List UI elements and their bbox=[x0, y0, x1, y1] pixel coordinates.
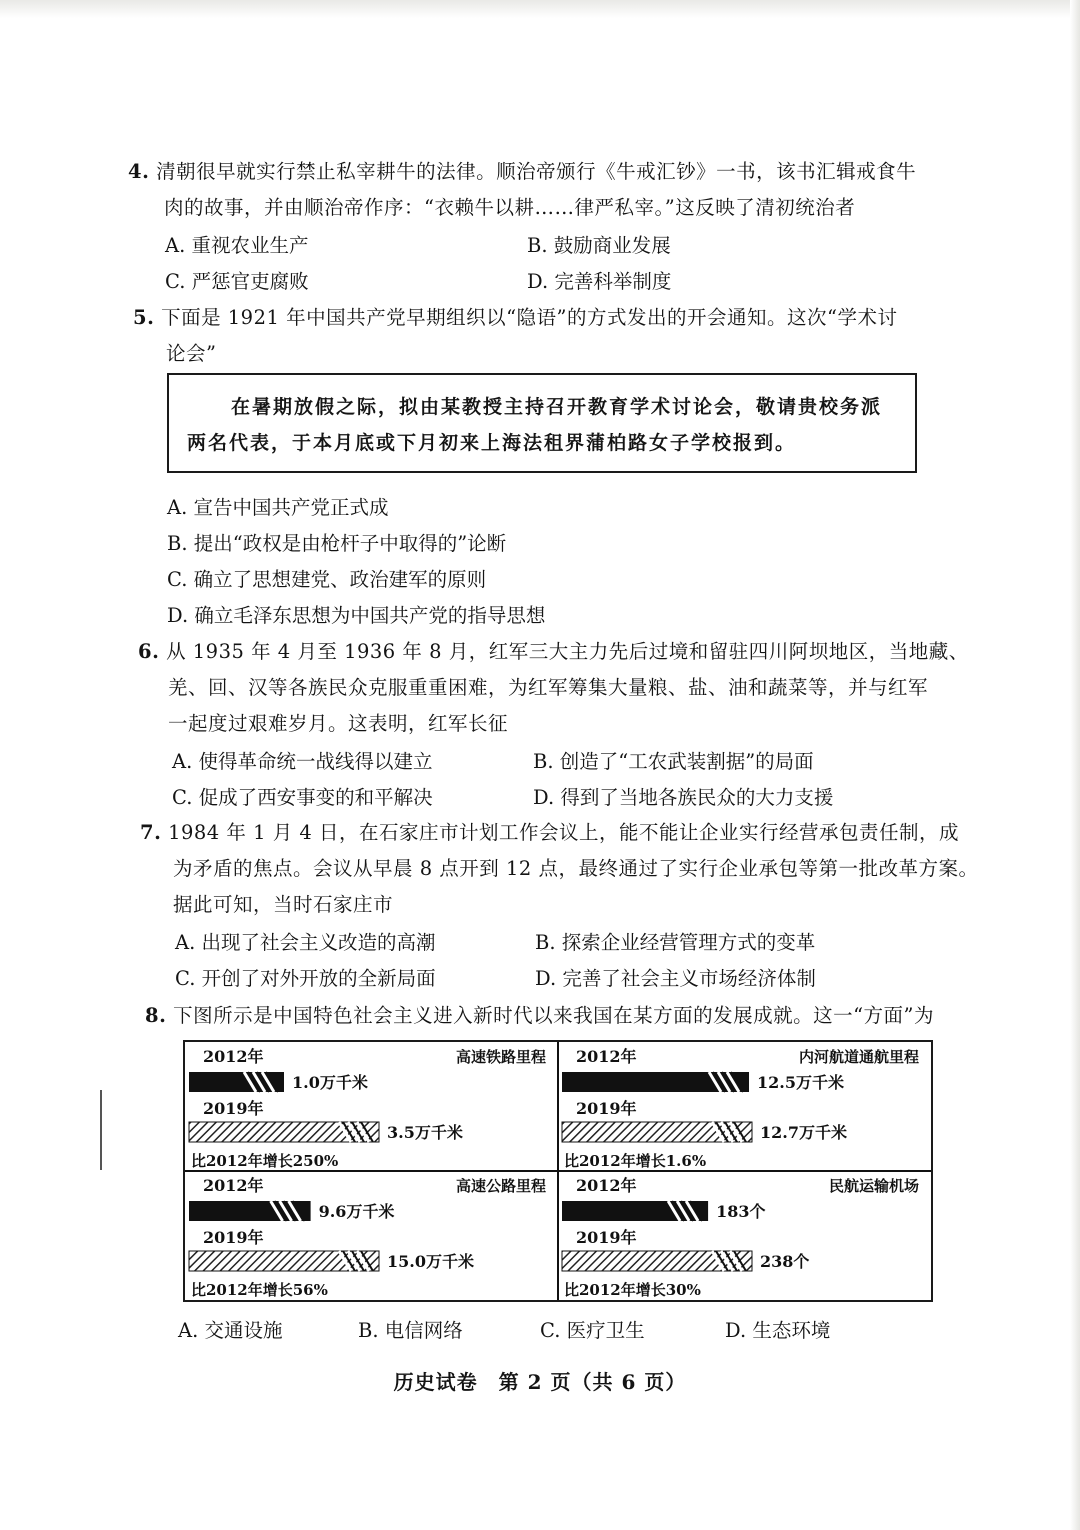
panel-4-value-2012-label: 183个 bbox=[716, 1202, 766, 1221]
page-footer: 历史试卷 第 2 页（共 6 页） bbox=[393, 1370, 687, 1394]
question-8 bbox=[145, 998, 934, 1034]
question-4-line-1 bbox=[128, 154, 916, 190]
question-6-line-3: 一起度过艰难岁月。这表明，红军长征 bbox=[168, 712, 509, 735]
question-6-option-b[interactable]: B. 创造了“工农武装割据”的局面 bbox=[533, 750, 814, 773]
question-4 bbox=[128, 154, 916, 226]
notice-line-1: 在暑期放假之际，拟由某教授主持召开教育学术讨论会，敬请贵校务派 bbox=[231, 396, 883, 418]
question-5-option-d[interactable]: D. 确立毛泽东思想为中国共产党的指导思想 bbox=[167, 604, 546, 627]
question-6-line-1 bbox=[138, 634, 969, 670]
question-5 bbox=[133, 300, 898, 372]
question-4-line-2: 肉的故事，并由顺治帝作序：“衣赖牛以耕……律严私宰。”这反映了清初统治者 bbox=[164, 196, 856, 219]
panel-2-value-2012-label: 12.5万千米 bbox=[757, 1073, 844, 1092]
question-6-line-2: 羌、回、汉等各族民众克服重重困难，为红军筹集大量粮、盐、油和蔬菜等，并与红军 bbox=[168, 676, 929, 699]
question-6 bbox=[138, 634, 969, 742]
question-6-option-c[interactable]: C. 促成了西安事变的和平解决 bbox=[172, 786, 433, 809]
panel-1-growth-label: 比2012年增长250% bbox=[191, 1152, 339, 1170]
question-5-option-c[interactable]: C. 确立了思想建党、政治建军的原则 bbox=[167, 568, 487, 591]
notice-line-2: 两名代表，于本月底或下月初来上海法租界蒲柏路女子学校报到。 bbox=[187, 432, 797, 454]
panel-4-year-2019-label: 2019年 bbox=[576, 1228, 637, 1247]
question-6-number: 6. bbox=[138, 640, 160, 663]
meeting-notice-box bbox=[167, 373, 917, 473]
question-4-option-c[interactable]: C. 严惩官吏腐败 bbox=[165, 270, 309, 293]
panel-2-year-2012-label: 2012年 bbox=[576, 1047, 637, 1066]
panel-3-growth-label: 比2012年增长56% bbox=[191, 1281, 328, 1299]
question-8-text-1: 下图所示是中国特色社会主义进入新时代以来我国在某方面的发展成就。这一“方面”为 bbox=[173, 1004, 935, 1027]
panel-2-year-2019-label: 2019年 bbox=[576, 1099, 637, 1118]
question-4-option-b[interactable]: B. 鼓励商业发展 bbox=[527, 234, 671, 257]
panel-3-value-2019-label: 15.0万千米 bbox=[387, 1252, 474, 1271]
panel-4-year-2012-label: 2012年 bbox=[576, 1176, 637, 1195]
panel-1-title: 高速铁路里程 bbox=[455, 1048, 546, 1066]
question-7-option-a[interactable]: A. 出现了社会主义改造的高潮 bbox=[175, 931, 436, 954]
question-5-number: 5. bbox=[133, 306, 155, 329]
panel-3-bar-2012 bbox=[189, 1201, 311, 1221]
panel-4-growth-label: 比2012年增长30% bbox=[564, 1281, 701, 1299]
page-right-edge bbox=[1070, 0, 1080, 1530]
question-5-option-b[interactable]: B. 提出“政权是由枪杆子中取得的”论断 bbox=[167, 532, 507, 555]
question-6-option-a[interactable]: A. 使得革命统一战线得以建立 bbox=[172, 750, 433, 773]
question-7-text-1: 1984 年 1 月 4 日，在石家庄市计划工作会议上，能不能让企业实行经营承包责任制，成 bbox=[168, 821, 959, 844]
question-4-option-d[interactable]: D. 完善科举制度 bbox=[527, 270, 672, 293]
question-7-line-3: 据此可知，当时石家庄市 bbox=[173, 893, 394, 916]
development-chart-svg bbox=[185, 1042, 931, 1300]
panel-2-title: 内河航道通航里程 bbox=[798, 1048, 919, 1066]
panel-1-year-2012-label: 2012年 bbox=[203, 1047, 264, 1066]
question-7-option-c[interactable]: C. 开创了对外开放的全新局面 bbox=[175, 967, 436, 990]
question-7-number: 7. bbox=[140, 821, 162, 844]
panel-4-value-2019-label: 238个 bbox=[760, 1252, 810, 1271]
question-4-option-a[interactable]: A. 重视农业生产 bbox=[165, 234, 309, 257]
question-5-line-1 bbox=[133, 300, 898, 336]
question-7-option-d[interactable]: D. 完善了社会主义市场经济体制 bbox=[535, 967, 816, 990]
question-7-line-2: 为矛盾的焦点。会议从早晨 8 点开到 12 点，最终通过了实行企业承包等第一批改革方案。 bbox=[173, 857, 979, 880]
question-5-line-2: 论会” bbox=[166, 342, 217, 365]
question-6-option-d[interactable]: D. 得到了当地各族民众的大力支援 bbox=[533, 786, 834, 809]
question-7-line-1 bbox=[140, 815, 979, 851]
panel-4-title: 民航运输机场 bbox=[828, 1177, 919, 1195]
panel-3-title: 高速公路里程 bbox=[455, 1177, 546, 1195]
question-5-option-a[interactable]: A. 宣告中国共产党正式成 bbox=[167, 496, 389, 519]
question-4-number: 4. bbox=[128, 160, 150, 183]
question-7-option-b[interactable]: B. 探索企业经营管理方式的变革 bbox=[535, 931, 816, 954]
panel-1-value-2019-label: 3.5万千米 bbox=[387, 1123, 463, 1142]
question-5-text-1: 下面是 1921 年中国共产党早期组织以“隐语”的方式发出的开会通知。这次“学术讨 bbox=[161, 306, 898, 329]
question-8-option-a[interactable]: A. 交通设施 bbox=[178, 1319, 283, 1342]
page-top-edge bbox=[0, 0, 1080, 18]
panel-2-growth-label: 比2012年增长1.6% bbox=[564, 1152, 707, 1170]
question-8-option-d[interactable]: D. 生态环境 bbox=[725, 1319, 831, 1342]
panel-1-bar-2012 bbox=[189, 1072, 284, 1092]
panel-3-year-2019-label: 2019年 bbox=[203, 1228, 264, 1247]
panel-1-year-2019-label: 2019年 bbox=[203, 1099, 264, 1118]
panel-3-value-2012-label: 9.6万千米 bbox=[318, 1202, 395, 1221]
question-8-option-c[interactable]: C. 医疗卫生 bbox=[540, 1319, 645, 1342]
development-chart bbox=[183, 1040, 933, 1302]
panel-2-value-2019-label: 12.7万千米 bbox=[760, 1123, 847, 1142]
question-7 bbox=[140, 815, 979, 923]
question-4-text-1: 清朝很早就实行禁止私宰耕牛的法律。顺治帝颁行《牛戒汇钞》一书，该书汇辑戒食牛 bbox=[156, 160, 917, 183]
question-8-number: 8. bbox=[145, 1004, 167, 1027]
panel-3-year-2012-label: 2012年 bbox=[203, 1176, 264, 1195]
panel-1-value-2012-label: 1.0万千米 bbox=[292, 1073, 368, 1092]
scan-mark bbox=[100, 1090, 102, 1170]
question-8-line-1 bbox=[145, 998, 934, 1034]
question-6-text-1: 从 1935 年 4 月至 1936 年 8 月，红军三大主力先后过境和留驻四川阿坝地区，当地藏、 bbox=[166, 640, 969, 663]
question-8-option-b[interactable]: B. 电信网络 bbox=[358, 1319, 463, 1342]
